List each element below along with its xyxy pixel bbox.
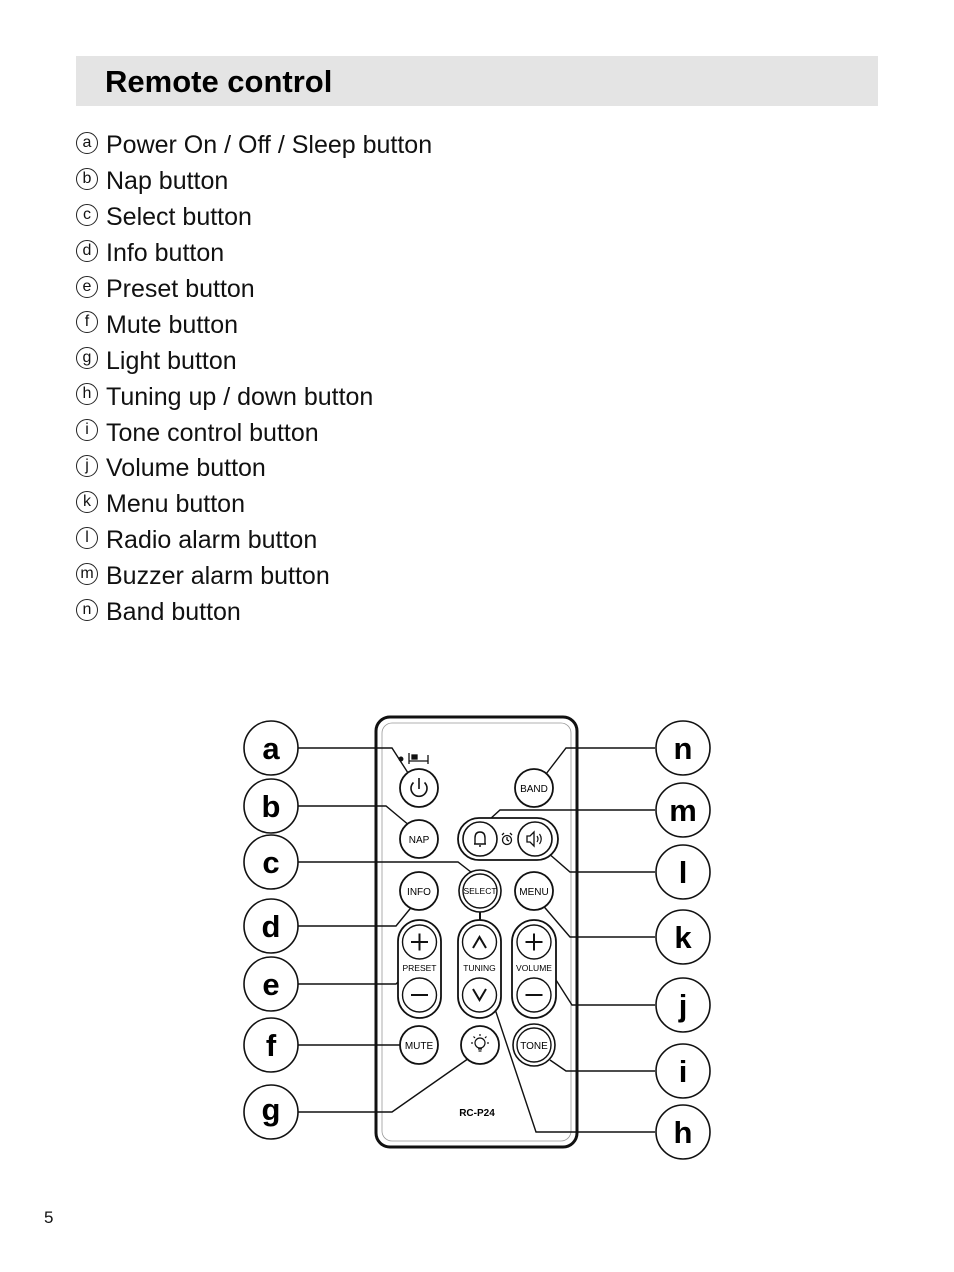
legend-letter-badge: d <box>76 240 98 262</box>
tuning-rocker[interactable] <box>458 920 501 1018</box>
callout-k-label: k <box>674 920 692 955</box>
callout-b-label: b <box>261 789 281 824</box>
buzzer-alarm-button[interactable] <box>463 822 497 856</box>
callout-j-label: j <box>678 988 688 1023</box>
legend-letter-badge: c <box>76 204 98 226</box>
legend-label: Radio alarm button <box>106 526 318 555</box>
nap-button-label: NAP <box>408 835 430 846</box>
callout-f <box>244 1018 298 1072</box>
callout-n <box>656 721 710 775</box>
callout-c <box>244 835 298 889</box>
menu-button-label: MENU <box>519 887 549 898</box>
remote-model-label: RC-P24 <box>459 1108 495 1119</box>
volume-label: VOLUME <box>516 963 552 973</box>
callout-m-label: m <box>669 793 697 828</box>
callout-g <box>244 1085 298 1139</box>
legend-label: Mute button <box>106 310 239 339</box>
legend-letter-badge: g <box>76 347 98 369</box>
legend-letter-badge: b <box>76 168 98 190</box>
legend-letter-badge: n <box>76 599 98 621</box>
select-button-label: SELECT <box>463 886 497 896</box>
legend-label: Info button <box>106 239 225 268</box>
legend-letter-badge: e <box>76 276 98 298</box>
legend-label: Tone control button <box>106 418 319 447</box>
legend-letter-badge: i <box>76 419 98 441</box>
mute-button[interactable] <box>400 1026 438 1064</box>
nap-button[interactable] <box>400 820 438 858</box>
callout-l-label: l <box>678 855 688 890</box>
legend-letter-badge: k <box>76 491 98 513</box>
legend-label: Tuning up / down button <box>106 382 374 411</box>
callout-i <box>656 1044 710 1098</box>
legend-label: Band button <box>106 598 241 627</box>
band-button-label: BAND <box>520 784 548 795</box>
callout-a-label: a <box>262 731 280 766</box>
select-button[interactable] <box>459 870 501 912</box>
callout-j <box>656 978 710 1032</box>
callout-h-label: h <box>673 1115 693 1150</box>
callout-n-label: n <box>673 731 693 766</box>
legend-letter-badge: m <box>76 563 98 585</box>
light-button[interactable] <box>461 1026 499 1064</box>
power-button[interactable] <box>400 769 438 807</box>
callout-d-label: d <box>261 909 281 944</box>
legend-letter-badge: h <box>76 383 98 405</box>
callout-g-label: g <box>261 1092 281 1127</box>
tuning-label: TUNING <box>463 963 496 973</box>
tuning-down-button[interactable] <box>463 978 497 1012</box>
callout-h <box>656 1105 710 1159</box>
info-button[interactable] <box>400 872 438 910</box>
menu-button[interactable] <box>515 872 553 910</box>
callout-c-label: c <box>262 845 280 880</box>
callout-m <box>656 783 710 837</box>
callout-a <box>244 721 298 775</box>
legend-label: Light button <box>106 346 237 375</box>
callout-b <box>244 779 298 833</box>
legend-label: Preset button <box>106 275 255 303</box>
callout-d <box>244 899 298 953</box>
legend-letter-badge: a <box>76 132 98 154</box>
legend-label: Nap button <box>106 167 229 196</box>
legend-label: Power On / Off / Sleep button <box>106 131 433 160</box>
volume-rocker[interactable] <box>512 920 556 1018</box>
callout-k <box>656 910 710 964</box>
mute-button-label: MUTE <box>404 1041 434 1052</box>
page-number: 5 <box>44 1208 54 1227</box>
preset-rocker[interactable] <box>398 920 441 1018</box>
legend-letter-badge: f <box>76 311 98 333</box>
tuning-up-button[interactable] <box>463 925 497 959</box>
legend-letter-badge: l <box>76 527 98 549</box>
callout-f-label: f <box>265 1028 277 1063</box>
tone-button-label: TONE <box>520 1041 548 1052</box>
tone-button[interactable] <box>513 1024 555 1066</box>
legend-label: Volume button <box>106 454 266 483</box>
page-title: Remote control <box>105 64 333 99</box>
legend-label: Buzzer alarm button <box>106 562 330 591</box>
info-button-label: INFO <box>407 887 431 898</box>
legend-letter-badge: j <box>76 455 98 477</box>
legend-label: Menu button <box>106 490 245 519</box>
callout-e <box>244 957 298 1011</box>
callout-l <box>656 845 710 899</box>
callout-i-label: i <box>678 1054 688 1089</box>
legend-label: Select button <box>106 203 252 232</box>
callout-e-label: e <box>262 967 280 1002</box>
radio-alarm-button[interactable] <box>518 822 552 856</box>
preset-label: PRESET <box>402 963 437 973</box>
band-button[interactable] <box>515 769 553 807</box>
